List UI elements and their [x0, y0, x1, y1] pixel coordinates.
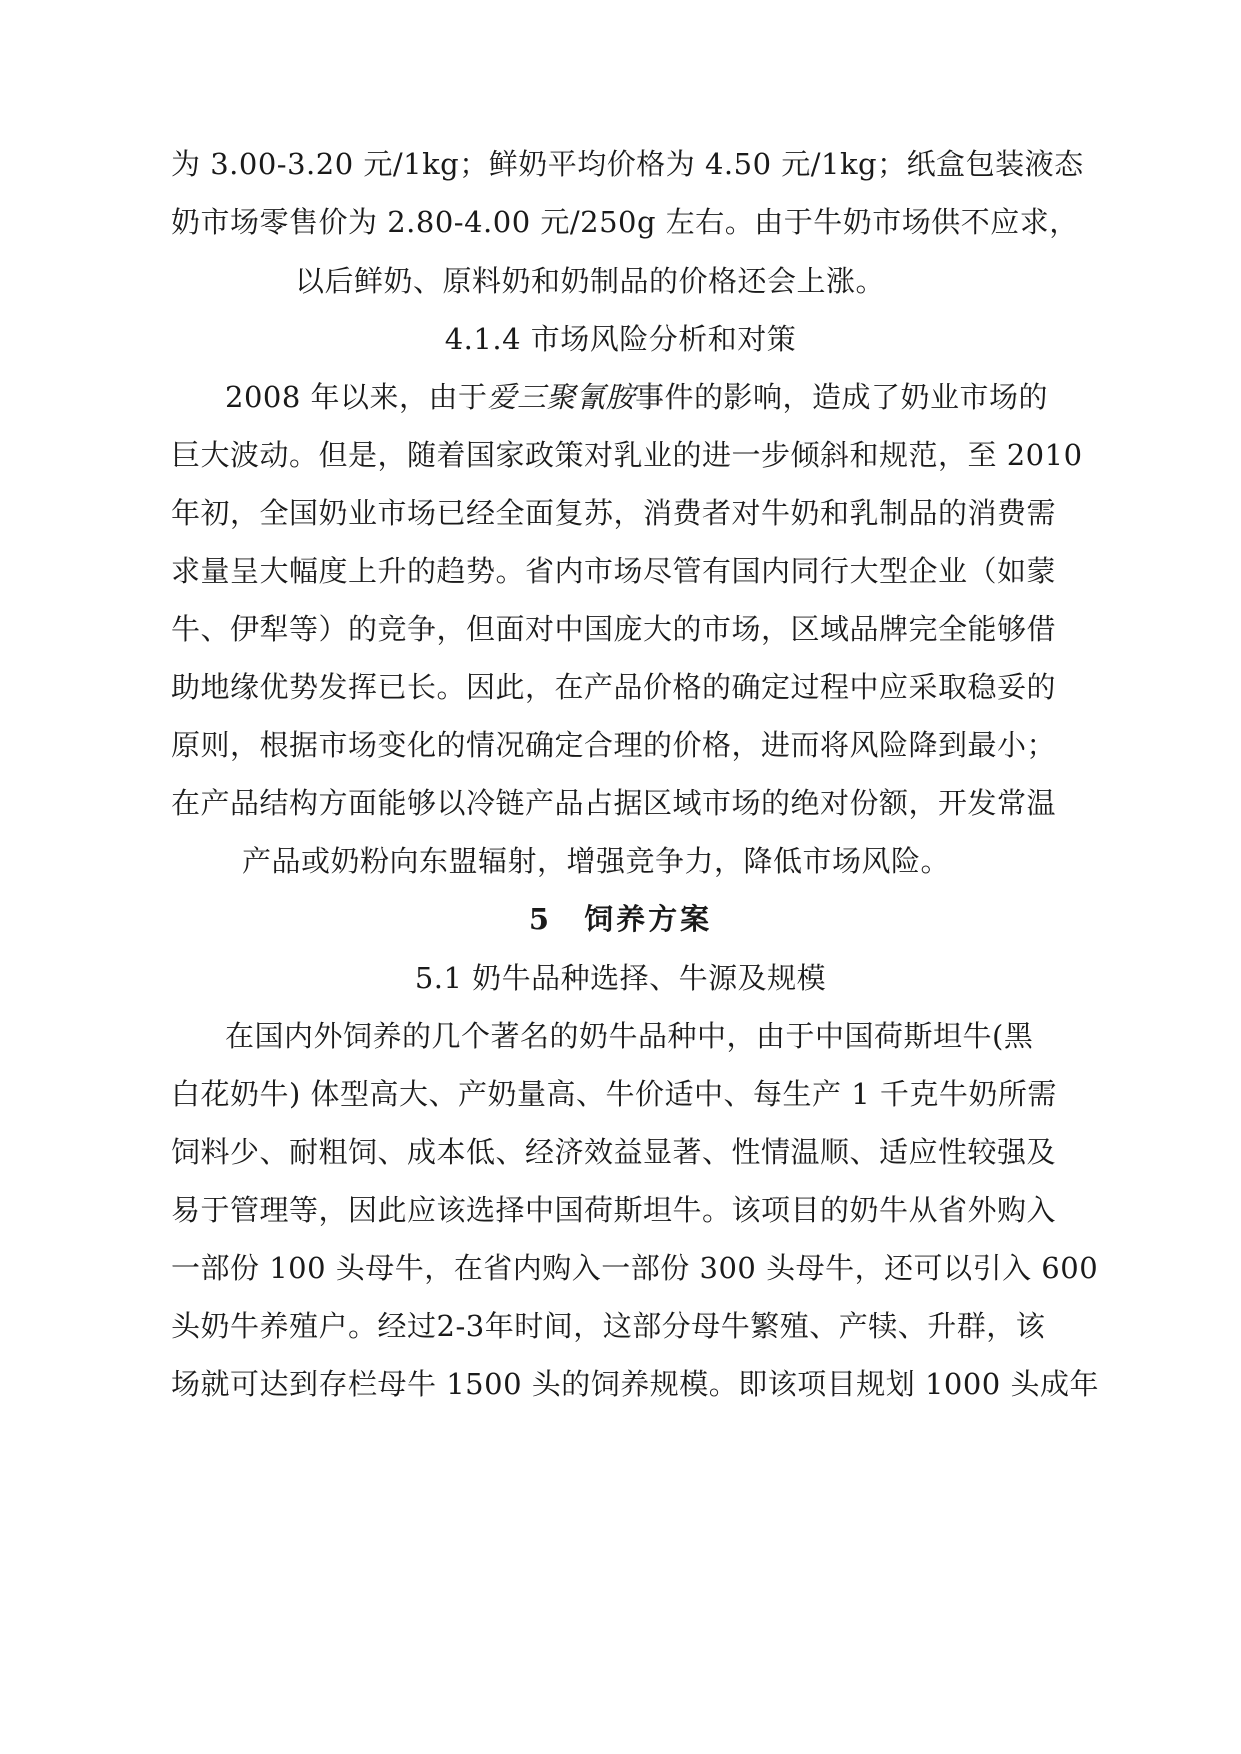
paragraph-line: 产品或奶粉向东盟辐射，增强竞争力，降低市场风险。: [242, 844, 951, 878]
italic-term: 爱三聚氰胺: [487, 380, 636, 414]
paragraph-line: 巨大波动。但是，随着国家政策对乳业的进一步倾斜和规范，至 2010: [171, 438, 1083, 472]
subsection-heading: 4.1.4 市场风险分析和对策: [444, 322, 797, 356]
paragraph-line: 以后鲜奶、原料奶和奶制品的价格还会上涨。: [295, 264, 886, 298]
paragraph-line: 场就可达到存栏母牛 1500 头的饲养规模。即该项目规划 1000 头成年: [171, 1367, 1099, 1401]
text-run: 事件的影响，造成了奶业市场的: [635, 380, 1049, 414]
paragraph-line: 白花奶牛) 体型高大、产奶量高、牛价适中、每生产 1 千克牛奶所需: [171, 1077, 1057, 1111]
paragraph-line: 易于管理等，因此应该选择中国荷斯坦牛。该项目的奶牛从省外购入: [171, 1193, 1057, 1227]
paragraph-line: 奶市场零售价为 2.80-4.00 元/250g 左右。由于牛奶市场供不应求，: [171, 205, 1079, 239]
section-heading: 5 饲养方案: [528, 902, 713, 936]
paragraph-line: 一部份 100 头母牛，在省内购入一部份 300 头母牛，还可以引入 600: [171, 1251, 1099, 1285]
paragraph-line: 为 3.00-3.20 元/1kg；鲜奶平均价格为 4.50 元/1kg；纸盒包装液态: [171, 147, 1084, 181]
paragraph-line: 在国内外饲养的几个著名的奶牛品种中，由于中国荷斯坦牛(黑: [225, 1019, 1034, 1053]
paragraph-line: 原则，根据市场变化的情况确定合理的价格，进而将风险降到最小；: [171, 728, 1057, 762]
paragraph-line: 头奶牛养殖户。经过2-3年时间，这部分母牛繁殖、产犊、升群，该: [171, 1309, 1046, 1343]
paragraph-line: 牛、伊犁等）的竞争，但面对中国庞大的市场，区域品牌完全能够借: [171, 612, 1057, 646]
paragraph-line: 饲料少、耐粗饲、成本低、经济效益显著、性情温顺、适应性较强及: [171, 1135, 1057, 1169]
paragraph-line: 在产品结构方面能够以冷链产品占据区域市场的绝对份额，开发常温: [171, 786, 1057, 820]
text-run: 2008 年以来，由于: [225, 380, 488, 414]
paragraph-line: 年初，全国奶业市场已经全面复苏，消费者对牛奶和乳制品的消费需: [171, 496, 1057, 530]
subsection-heading: 5.1 奶牛品种选择、牛源及规模: [414, 961, 827, 995]
paragraph-line: 求量呈大幅度上升的趋势。省内市场尽管有国内同行大型企业（如蒙: [171, 554, 1057, 588]
paragraph-line: [225, 377, 1048, 417]
paragraph-line: 助地缘优势发挥已长。因此，在产品价格的确定过程中应采取稳妥的: [171, 670, 1057, 704]
